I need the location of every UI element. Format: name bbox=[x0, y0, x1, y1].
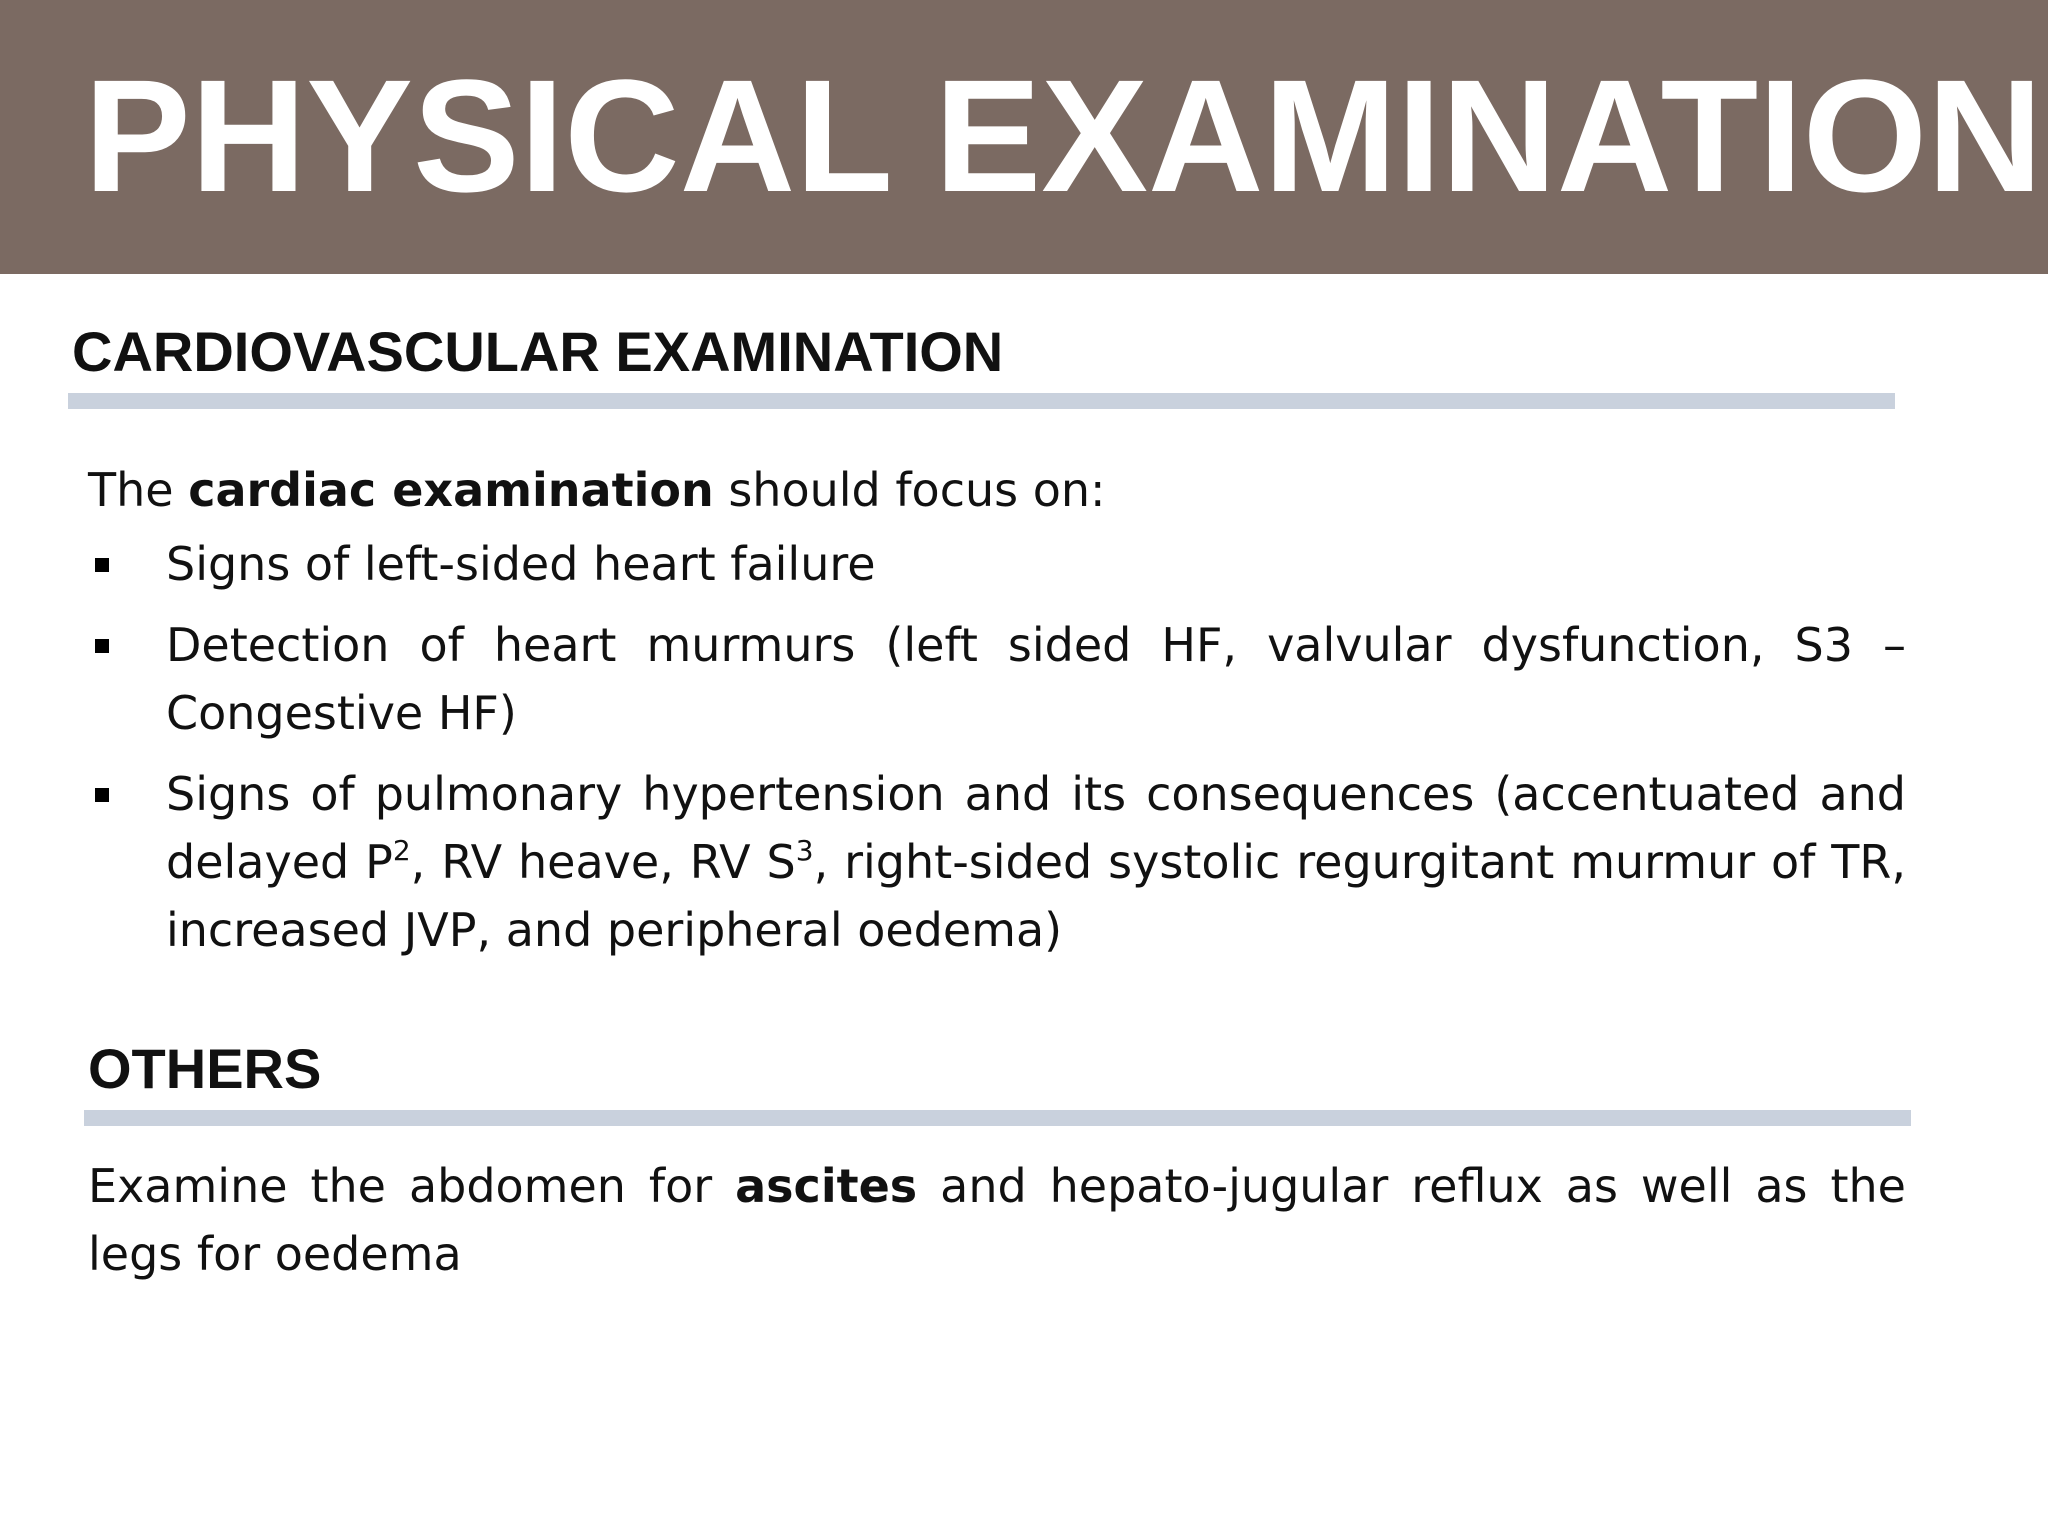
cardiac-intro bbox=[88, 456, 1906, 524]
superscript: 3 bbox=[795, 834, 814, 867]
list-item-text: Signs of pulmonary hypertension and its consequences (accentuated and delayed P bbox=[166, 767, 1906, 889]
list-item bbox=[88, 530, 1906, 598]
list-item bbox=[88, 760, 1906, 964]
slide-title: PHYSICAL EXAMINATION bbox=[84, 46, 2043, 225]
list-item-text: , right-sided systolic regurgitant murmur of TR, increased JVP, and peripheral oedema) bbox=[166, 835, 1906, 957]
cardiac-focus-list bbox=[88, 530, 1906, 977]
cardiac-intro-prefix: The bbox=[88, 463, 189, 517]
others-text-prefix: Examine the abdomen for bbox=[88, 1159, 736, 1213]
list-item-text: Signs of left-sided heart failure bbox=[166, 537, 876, 591]
cardiac-intro-bold: cardiac examination bbox=[188, 463, 714, 517]
title-bar bbox=[0, 0, 2048, 274]
others-divider bbox=[84, 1110, 1911, 1126]
square-bullet-icon bbox=[95, 639, 109, 653]
others-text-suffix: and hepato-jugular reflux as well as the legs for oedema bbox=[88, 1159, 1906, 1281]
superscript: 2 bbox=[392, 834, 411, 867]
square-bullet-icon bbox=[95, 558, 109, 572]
cardiovascular-divider bbox=[68, 393, 1895, 409]
others-text-bold: ascites bbox=[735, 1159, 918, 1213]
cardiac-intro-suffix: should focus on: bbox=[713, 463, 1106, 517]
others-text bbox=[88, 1152, 1906, 1288]
square-bullet-icon bbox=[95, 788, 109, 802]
list-item-text: Detection of heart murmurs (left sided HF, valvular dysfunction, S3 – Congestive HF) bbox=[166, 618, 1906, 740]
others-heading: OTHERS bbox=[88, 1037, 322, 1100]
list-item-text: , RV heave, RV S bbox=[410, 835, 796, 889]
cardiovascular-heading: CARDIOVASCULAR EXAMINATION bbox=[72, 320, 1004, 383]
list-item bbox=[88, 611, 1906, 747]
